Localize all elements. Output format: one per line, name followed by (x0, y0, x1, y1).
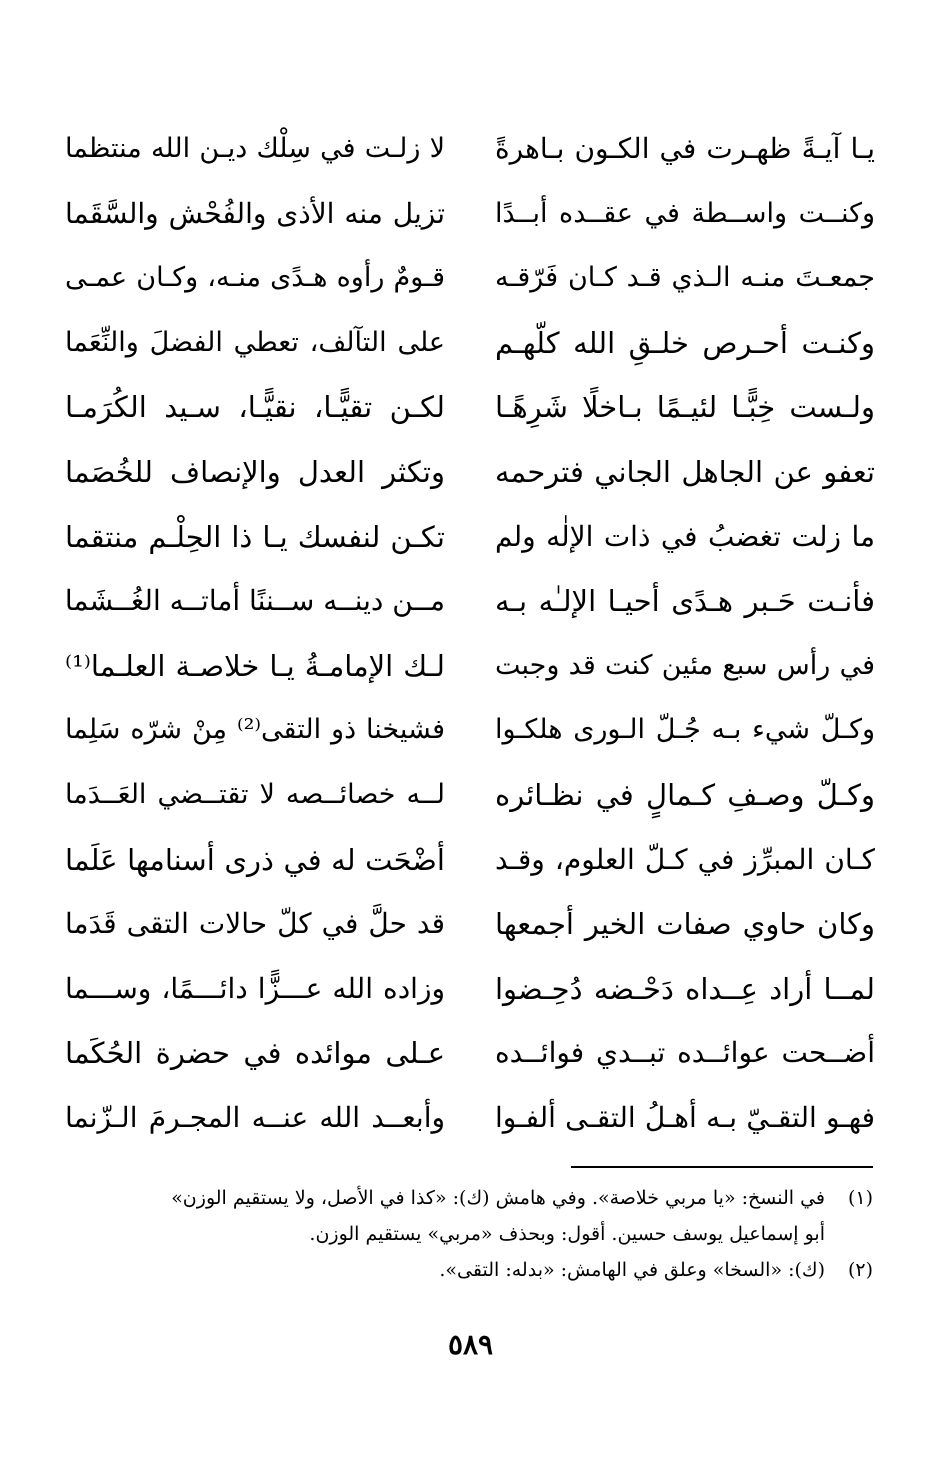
verse-first-hemistich: ما زلت تغضبُ في ذات الإلٰه ولم (495, 519, 875, 553)
verse-second-hemistich: قـومٌ رأوه هـدًى منـه، وكـان عمـى (65, 262, 445, 294)
footnotes (63, 1180, 873, 1288)
verse-second-hemistich: لا زلـت في سِلْك ديـن الله منتظما (65, 133, 445, 164)
footnote-2 (63, 1252, 873, 1288)
verse (55, 829, 875, 891)
footnote-separator (571, 1166, 873, 1168)
verse (55, 312, 875, 374)
verse-second-hemistich: لكـن تقيًّـا، نقيًّـا، سـيد الكُرَمـا (65, 390, 445, 425)
verse-first-hemistich: فأنـت حَـبر هـدًى أحيـا الإلـٰه بـه (495, 584, 875, 619)
footnote-text: (ك): «السخا» وعلق في الهامش: «بدله: التقى». (439, 1259, 825, 1281)
verse-second-hemistich: تزيل منه الأذى والفُحْش والسَّقَما (65, 196, 445, 230)
verse-second-hemistich: أضْحَت له في ذرى أسنامها عَلَما (65, 842, 445, 877)
verse-second-hemistich: مــن دينــه ســننًا أماتــه الغُــشَما (64, 584, 445, 618)
verse (55, 958, 875, 1020)
verse (55, 764, 875, 826)
footnote-text: في النسخ: «يا مربي خلاصة». وفي هامش (ك): «كذا في الأصل، ولا يستقيم الوزن» (171, 1187, 825, 1209)
verse-first-hemistich: فهـو التقـيّ بـه أهـلُ التقـى ألفـوا (495, 1101, 875, 1134)
verse-second-hemistich: لــه خصائــصه لا تقتــضي العَــدَما (65, 779, 445, 810)
verse (55, 893, 875, 955)
footnote-1 (63, 1180, 873, 1216)
verse (55, 699, 875, 761)
verse-first-hemistich: كـان المبرِّز في كـلّ العلوم، وقـد (495, 842, 875, 876)
verse-second-hemistich: قد حلَّ في كلّ حالات التقى قَدَما (65, 907, 445, 941)
verse-second-hemistich: وزاده الله عـــزًّا دائـــمًا، وســـما (65, 971, 445, 1005)
verse-first-hemistich: تعفو عن الجاهل الجاني فترحمه (495, 455, 875, 489)
verse-first-hemistich: وكنـت أحـرص خلـقِ الله كلّهـم (495, 325, 875, 360)
verse-first-hemistich: لمــا أراد عِــداه دَحْـضه دُحِـضوا (495, 971, 875, 1006)
verse (55, 570, 875, 632)
verse-second-hemistich: فشيخنا ذو التقى⁽²⁾ مِنْ شرّه سَلِما (65, 714, 445, 746)
verse-second-hemistich: وأبعــد الله عنــه المجـرمَ الـزّنما (65, 1101, 445, 1134)
verse-second-hemistich: عـلى موائده في حضرة الحُكَما (65, 1036, 445, 1071)
verse (55, 376, 875, 438)
footnote-number: (٢) (847, 1259, 873, 1281)
verse-second-hemistich: على التآلف، تعطي الفضلَ والنِّعَما (65, 326, 445, 358)
footnote-1-continuation: أبو إسماعيل يوسف حسين. أقول: وبحذف «مربي» يستقيم الوزن. (309, 1223, 825, 1245)
verse (55, 1022, 875, 1084)
verse (55, 441, 875, 503)
verse-first-hemistich: وكـلّ شيء بـه جُـلّ الـورى هلكـوا (495, 714, 875, 746)
verse (55, 635, 875, 697)
verse-second-hemistich: وتكثر العدل والإنصاف للخُصَما (65, 455, 445, 489)
verse-second-hemistich: تكـن لنفسك يـا ذا الحِلْـم منتقما (65, 519, 445, 554)
verse (55, 118, 875, 180)
verse-first-hemistich: وكنــت واســطة في عقــده أبــدًا (495, 197, 875, 229)
verse (55, 506, 875, 568)
verse-first-hemistich: ولـست خِبًّـا لئيـمًا بـاخلًا شَرِهًـا (495, 390, 875, 425)
verse-second-hemistich: لـك الإمامـةُ يـا خلاصـة العلـما⁽¹⁾ (65, 648, 445, 683)
page-number: ٥٨٩ (447, 1328, 494, 1361)
verse-first-hemistich: جمعـتَ منـه الـذي قـد كـان فَرّقـه (495, 262, 875, 294)
verse (55, 1087, 875, 1149)
footnote-number: (١) (847, 1187, 873, 1209)
verse-first-hemistich: أضــحت عوائــده تبــدي فوائــده (495, 1036, 875, 1070)
verse-first-hemistich: وكان حاوي صفات الخير أجمعها (495, 907, 875, 942)
verse (55, 247, 875, 309)
verse-first-hemistich: يـا آيـةً ظهـرت في الكـون بـاهرةً (495, 132, 875, 165)
verse-first-hemistich: في رأس سبع مئين كنت قد وجبت (495, 649, 875, 681)
poem (55, 118, 875, 1158)
verse-first-hemistich: وكـلّ وصـفِ كـمالٍ في نظـائره (495, 778, 875, 812)
verse (55, 183, 875, 245)
